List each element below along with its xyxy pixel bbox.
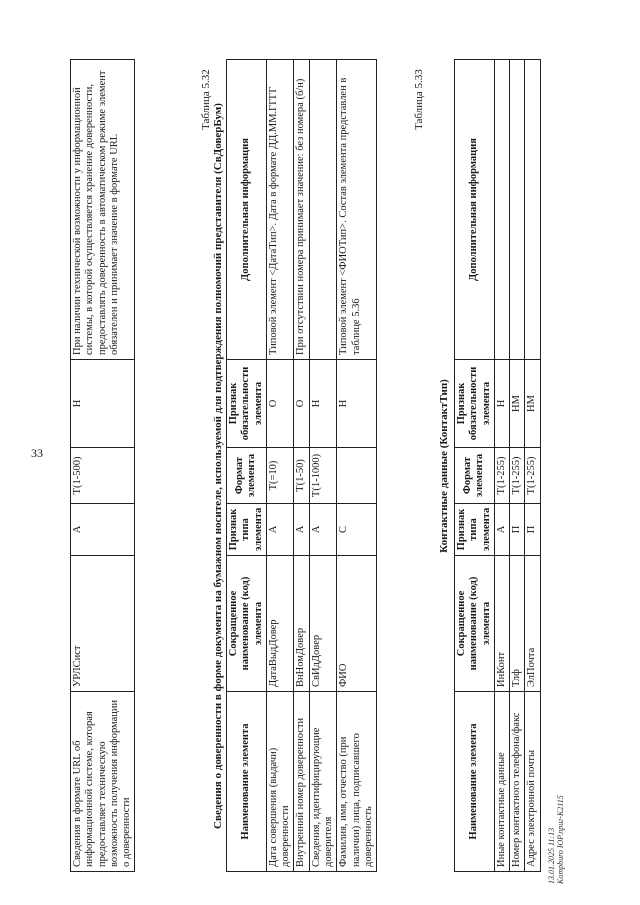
table-cell: При отсутствии номера принимает значение: без номера (б/н) bbox=[294, 60, 309, 360]
table-cell bbox=[337, 448, 377, 504]
table-cell: НМ bbox=[525, 360, 540, 448]
table-cell: Сведения, идентифицирующие доверителя bbox=[309, 692, 337, 872]
table-title-5-33: Контактные данные (КонтактТип) bbox=[438, 379, 450, 553]
table-cell: ИнКонт bbox=[494, 556, 509, 692]
column-header: Признак обязательности элемента bbox=[227, 360, 267, 448]
table-cell: А bbox=[266, 504, 294, 556]
table-cell bbox=[510, 60, 525, 360]
table-cell: Т(1-255) bbox=[494, 448, 509, 504]
table-row bbox=[309, 60, 337, 872]
table-cell: Т(1-1000) bbox=[309, 448, 337, 504]
rotated-page-content bbox=[54, 32, 565, 884]
column-header: Сокращенное наименование (код) элемента bbox=[227, 556, 267, 692]
table-cell: Т(1-255) bbox=[510, 448, 525, 504]
column-header: Формат элемента bbox=[227, 448, 267, 504]
table-cell: О bbox=[294, 360, 309, 448]
table-cell: Тлф bbox=[510, 556, 525, 692]
table-cell: Н bbox=[309, 360, 337, 448]
table-cell: Иные контактные данные bbox=[494, 692, 509, 872]
table-5-33 bbox=[454, 59, 541, 872]
table-cell: При наличии технической возможности у информационной системы, в которой осуществляется хранение доверенности, предоставлять доверенность в автоматическом режиме элемент обязателен и принимает значение в формате URL bbox=[71, 60, 135, 360]
table-cell bbox=[494, 60, 509, 360]
table-row bbox=[71, 60, 135, 872]
table-cell: А bbox=[294, 504, 309, 556]
table-5-32 bbox=[226, 59, 377, 872]
table-cell: Номер контактного телефона/факс bbox=[510, 692, 525, 872]
continued-table-body bbox=[71, 60, 135, 872]
table-cell: Т(1-255) bbox=[525, 448, 540, 504]
table-5-32-header-row bbox=[227, 60, 267, 872]
table-row bbox=[294, 60, 309, 872]
table-row bbox=[510, 60, 525, 872]
table-cell: Т(1-50) bbox=[294, 448, 309, 504]
table-5-32-body bbox=[266, 60, 376, 872]
table-cell: Н bbox=[494, 360, 509, 448]
table-cell: ДатаВыдДовер bbox=[266, 556, 294, 692]
table-cell: О bbox=[266, 360, 294, 448]
table-label-5-33: Таблица 5.33 bbox=[413, 69, 425, 130]
column-header: Сокращенное наименование (код) элемента bbox=[455, 556, 495, 692]
table-title-5-32: Сведения о доверенности в форме документа на бумажном носителе, используемой для подтверждения полномочий представителя (СвДоверБум) bbox=[212, 103, 224, 829]
table-cell: П bbox=[525, 504, 540, 556]
table-cell: Н bbox=[337, 360, 377, 448]
table-cell: УРЛСист bbox=[71, 556, 135, 692]
table-cell: С bbox=[337, 504, 377, 556]
table-cell bbox=[309, 60, 337, 360]
table-cell: Сведения в формате URL об информационной системе, которая предоставляет техническую возможность получения информации о доверенности bbox=[71, 692, 135, 872]
electronic-stamp bbox=[548, 795, 566, 884]
column-header: Признак типа элемента bbox=[227, 504, 267, 556]
table-cell: СвИдДовер bbox=[309, 556, 337, 692]
table-cell: НМ bbox=[510, 360, 525, 448]
table-cell: Фамилия, имя, отчество (при наличии) лица, подписавшего доверенность bbox=[337, 692, 377, 872]
table-cell: Адрес электронной почты bbox=[525, 692, 540, 872]
table-cell: Дата совершения (выдачи) доверенности bbox=[266, 692, 294, 872]
stamp-date: 13.01.2025 11:13 bbox=[547, 827, 556, 884]
table-cell: ЭлПочта bbox=[525, 556, 540, 692]
table-cell: А bbox=[309, 504, 337, 556]
column-header: Формат элемента bbox=[455, 448, 495, 504]
table-cell: Т(=10) bbox=[266, 448, 294, 504]
column-header: Признак обязательности элемента bbox=[455, 360, 495, 448]
table-label-5-32: Таблица 5.32 bbox=[200, 69, 212, 130]
table-cell: ФИО bbox=[337, 556, 377, 692]
table-row bbox=[525, 60, 540, 872]
table-cell: А bbox=[494, 504, 509, 556]
table-cell: Н bbox=[71, 360, 135, 448]
page-number: 33 bbox=[31, 446, 43, 460]
column-header: Наименование элемента bbox=[227, 692, 267, 872]
table-cell: А bbox=[71, 504, 135, 556]
table-cell bbox=[525, 60, 540, 360]
table-5-33-header-row bbox=[455, 60, 495, 872]
table-cell: Типовой элемент <ДатаТип>. Дата в формате ДД.ММ.ГГГГ bbox=[266, 60, 294, 360]
table-cell: ВнНомДовер bbox=[294, 556, 309, 692]
column-header: Дополнительная информация bbox=[455, 60, 495, 360]
table-row bbox=[266, 60, 294, 872]
table-cell: П bbox=[510, 504, 525, 556]
stamp-author: Kompburo ЮР.приг-К2115 bbox=[555, 795, 565, 884]
table-row bbox=[337, 60, 377, 872]
table-cell: Типовой элемент <ФИОТип>. Состав элемента представлен в таблице 5.36 bbox=[337, 60, 377, 360]
column-header: Наименование элемента bbox=[455, 692, 495, 872]
table-row bbox=[494, 60, 509, 872]
table-cell: Внутренний номер доверенности bbox=[294, 692, 309, 872]
column-header: Дополнительная информация bbox=[227, 60, 267, 360]
continued-table bbox=[70, 59, 135, 872]
table-cell: Т(1-500) bbox=[71, 448, 135, 504]
column-header: Признак типа элемента bbox=[455, 504, 495, 556]
table-5-33-body bbox=[494, 60, 540, 872]
